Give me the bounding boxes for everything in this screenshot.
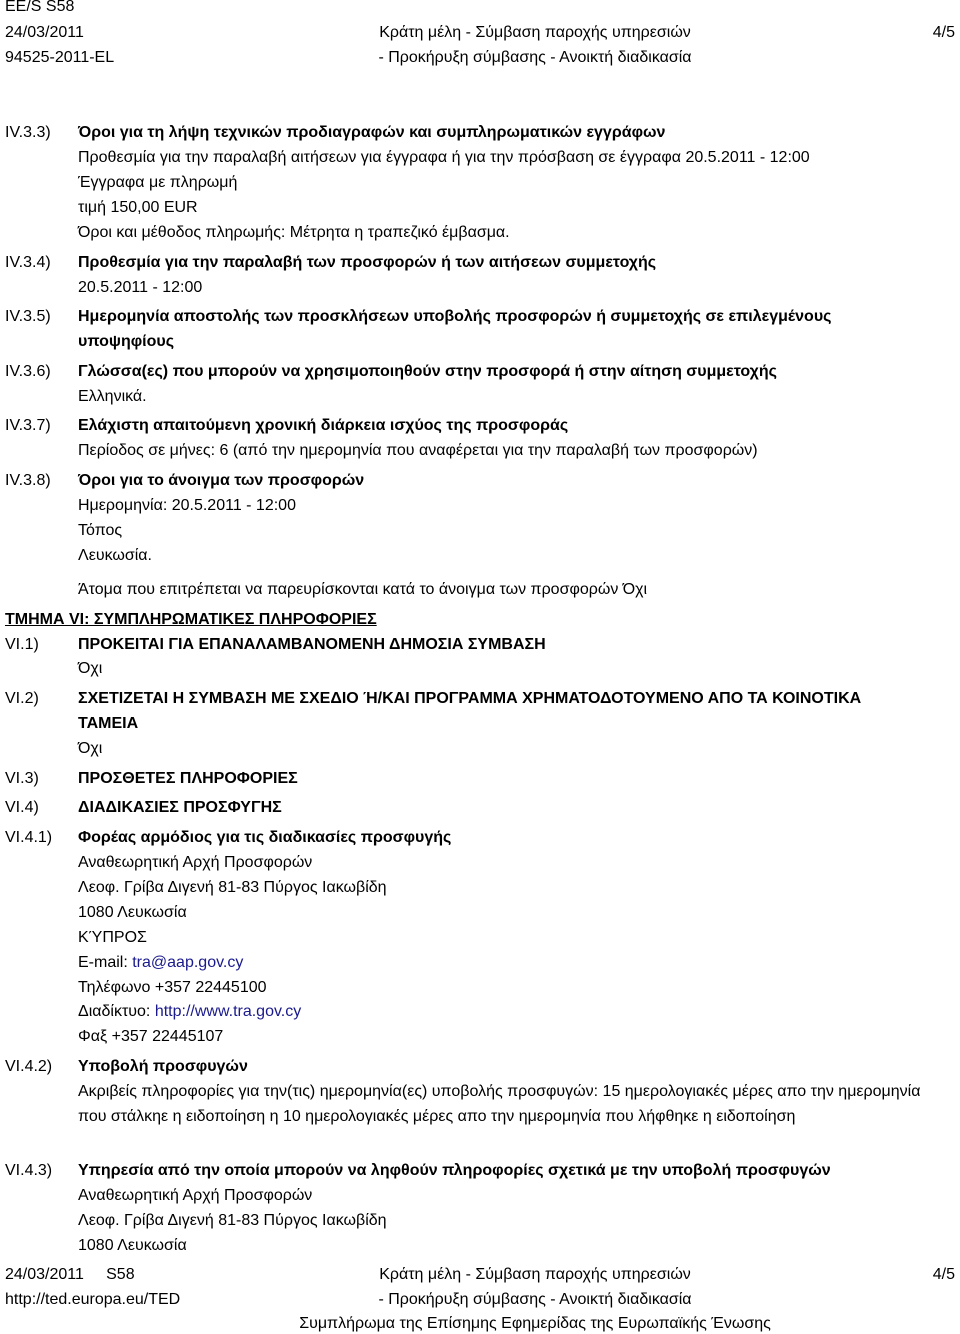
section-text: 20.5.2011 - 12:00 bbox=[78, 279, 203, 296]
doc-code: EE/S S58 bbox=[5, 0, 75, 15]
email-row bbox=[78, 953, 243, 973]
footer-center-line3: Συμπλήρωμα της Επίσημης Εφημερίδας της Ευρωπαϊκής Ένωσης bbox=[299, 1315, 771, 1332]
address-street: Λεοφ. Γρίβα Διγενή 81-83 Πύργος Ιακωβίδη bbox=[78, 879, 387, 896]
web-link[interactable]: http://www.tra.gov.cy bbox=[154, 1003, 302, 1020]
section-number: IV.3.4) bbox=[5, 254, 51, 271]
address-street: Λεοφ. Γρίβα Διγενή 81-83 Πύργος Ιακωβίδη bbox=[78, 1212, 387, 1229]
section-title: Υπηρεσία από την οποία μπορούν να ληφθούν πληροφορίες σχετικά με την υποβολή προσφυγών bbox=[78, 1162, 831, 1179]
header-center-line1: Κράτη μέλη - Σύμβαση παροχής υπηρεσιών bbox=[379, 24, 691, 41]
section-title: ΔΙΑΔΙΚΑΣΙΕΣ ΠΡΟΣΦΥΓΗΣ bbox=[78, 799, 282, 816]
section-title-cont: υποψηφίους bbox=[78, 333, 175, 350]
section-number: VI.4.1) bbox=[5, 829, 53, 846]
footer-center-line2: - Προκήρυξη σύμβασης - Ανοικτή διαδικασία bbox=[378, 1291, 692, 1308]
section-text: Περίοδος σε μήνες: 6 (από την ημερομηνία που αναφέρεται για την παραλαβή των προσφορών) bbox=[78, 442, 758, 459]
email-link[interactable]: tra@aap.gov.cy bbox=[132, 954, 244, 971]
section-title: Ημερομηνία αποστολής των προσκλήσεων υποβολής προσφορών ή συμμετοχής σε επιλεγμένους bbox=[78, 308, 832, 325]
section-text: Τόπος bbox=[78, 522, 123, 539]
section-number: VI.2) bbox=[5, 690, 39, 707]
section-number: VI.1) bbox=[5, 636, 39, 653]
fax: Φαξ +357 22445107 bbox=[78, 1028, 224, 1045]
section-number: IV.3.8) bbox=[5, 472, 51, 489]
section-title: Γλώσσα(ες) που μπορούν να χρησιμοποιηθούν στην προσφορά ή στην αίτηση συμμετοχής bbox=[78, 363, 777, 380]
section-number: IV.3.3) bbox=[5, 124, 51, 141]
section-text: Όχι bbox=[78, 660, 103, 677]
section-number: VI.4.2) bbox=[5, 1058, 53, 1075]
header-center-line2: - Προκήρυξη σύμβασης - Ανοικτή διαδικασία bbox=[378, 49, 692, 66]
section-heading: ΤΜΗΜΑ VI: ΣΥΜΠΛΗΡΩΜΑΤΙΚΕΣ ΠΛΗΡΟΦΟΡΙΕΣ bbox=[5, 611, 377, 628]
header-date: 24/03/2011 bbox=[5, 24, 84, 41]
section-number: IV.3.6) bbox=[5, 363, 51, 380]
section-title: Ελάχιστη απαιτούμενη χρονική διάρκεια ισχύος της προσφοράς bbox=[78, 417, 569, 434]
footer-center-line1: Κράτη μέλη - Σύμβαση παροχής υπηρεσιών bbox=[379, 1266, 691, 1283]
org-name: Αναθεωρητική Αρχή Προσφορών bbox=[78, 1187, 313, 1204]
section-text: Λευκωσία. bbox=[78, 547, 152, 564]
section-number: VI.4) bbox=[5, 799, 39, 816]
header-ref: 94525-2011-EL bbox=[5, 49, 115, 66]
section-text: Ελληνικά. bbox=[78, 388, 147, 405]
section-text: Όχι bbox=[78, 740, 103, 757]
section-text: Άτομα που επιτρέπεται να παρευρίσκονται κατά το άνοιγμα των προσφορών Όχι bbox=[78, 581, 648, 598]
section-title: ΠΡΟΣΘΕΤΕΣ ΠΛΗΡΟΦΟΡΙΕΣ bbox=[78, 770, 298, 787]
section-text: Προθεσμία για την παραλαβή αιτήσεων για έγγραφα ή για την πρόσβαση σε έγγραφα 20.5.2011 - 12:00 bbox=[78, 149, 810, 166]
section-text: Όροι και μέθοδος πληρωμής: Μέτρητα η τραπεζικό έμβασμα. bbox=[78, 224, 510, 241]
section-text: Ημερομηνία: 20.5.2011 - 12:00 bbox=[78, 497, 296, 514]
org-name: Αναθεωρητική Αρχή Προσφορών bbox=[78, 854, 313, 871]
address-city: 1080 Λευκωσία bbox=[78, 1237, 187, 1254]
footer-url[interactable]: http://ted.europa.eu/TED bbox=[5, 1291, 181, 1308]
section-title: Υποβολή προσφυγών bbox=[78, 1058, 248, 1075]
footer-page: 4/5 bbox=[932, 1266, 955, 1283]
web-row bbox=[78, 1002, 301, 1022]
phone: Τηλέφωνο +357 22445100 bbox=[78, 979, 267, 996]
header-page: 4/5 bbox=[932, 24, 955, 41]
section-text: Ακριβείς πληροφορίες για την(τις) ημερομηνία(ες) υποβολής προσφυγών: 15 ημερολογιακές μέρες απο την ημερομηνία που στάλκηε η ειδοποίηση η 10 ημερολογιακές μέρες απο την ημερομηνία που λήφθηκε η ειδοποίηση bbox=[78, 1083, 921, 1125]
section-title-cont: ΤΑΜΕΙΑ bbox=[78, 715, 139, 732]
email-label: E-mail: bbox=[78, 954, 133, 971]
section-number: IV.3.7) bbox=[5, 417, 51, 434]
section-title: Όροι για τη λήψη τεχνικών προδιαγραφών και συμπληρωματικών εγγράφων bbox=[78, 124, 666, 141]
address-country: ΚΎΠΡΟΣ bbox=[78, 929, 147, 946]
section-title: Φορέας αρμόδιος για τις διαδικασίες προσφυγής bbox=[78, 829, 452, 846]
footer-date-code: 24/03/2011 S58 bbox=[5, 1266, 135, 1283]
section-text: τιμή 150,00 EUR bbox=[78, 199, 198, 216]
section-title: ΣΧΕΤΙΖΕΤΑΙ Η ΣΥΜΒΑΣΗ ΜΕ ΣΧΕΔΙΟ Ή/ΚΑΙ ΠΡΟΓΡΑΜΜΑ ΧΡΗΜΑΤΟΔΟΤΟΥΜΕΝΟ ΑΠΟ ΤΑ ΚΟΙΝΟΤΙΚΑ bbox=[78, 690, 862, 707]
section-title: Προθεσμία για την παραλαβή των προσφορών ή των αιτήσεων συμμετοχής bbox=[78, 254, 657, 271]
section-title: Όροι για το άνοιγμα των προσφορών bbox=[78, 472, 365, 489]
web-label: Διαδίκτυο: bbox=[78, 1003, 155, 1020]
section-text: Έγγραφα με πληρωμή bbox=[78, 174, 238, 191]
section-title: ΠΡΟΚΕΙΤΑΙ ΓΙΑ ΕΠΑΝΑΛΑΜΒΑΝΟΜΕΝΗ ΔΗΜΟΣΙΑ ΣΥΜΒΑΣΗ bbox=[78, 636, 546, 653]
section-number: VI.4.3) bbox=[5, 1162, 53, 1179]
section-number: IV.3.5) bbox=[5, 308, 51, 325]
address-city: 1080 Λευκωσία bbox=[78, 904, 187, 921]
section-number: VI.3) bbox=[5, 770, 39, 787]
